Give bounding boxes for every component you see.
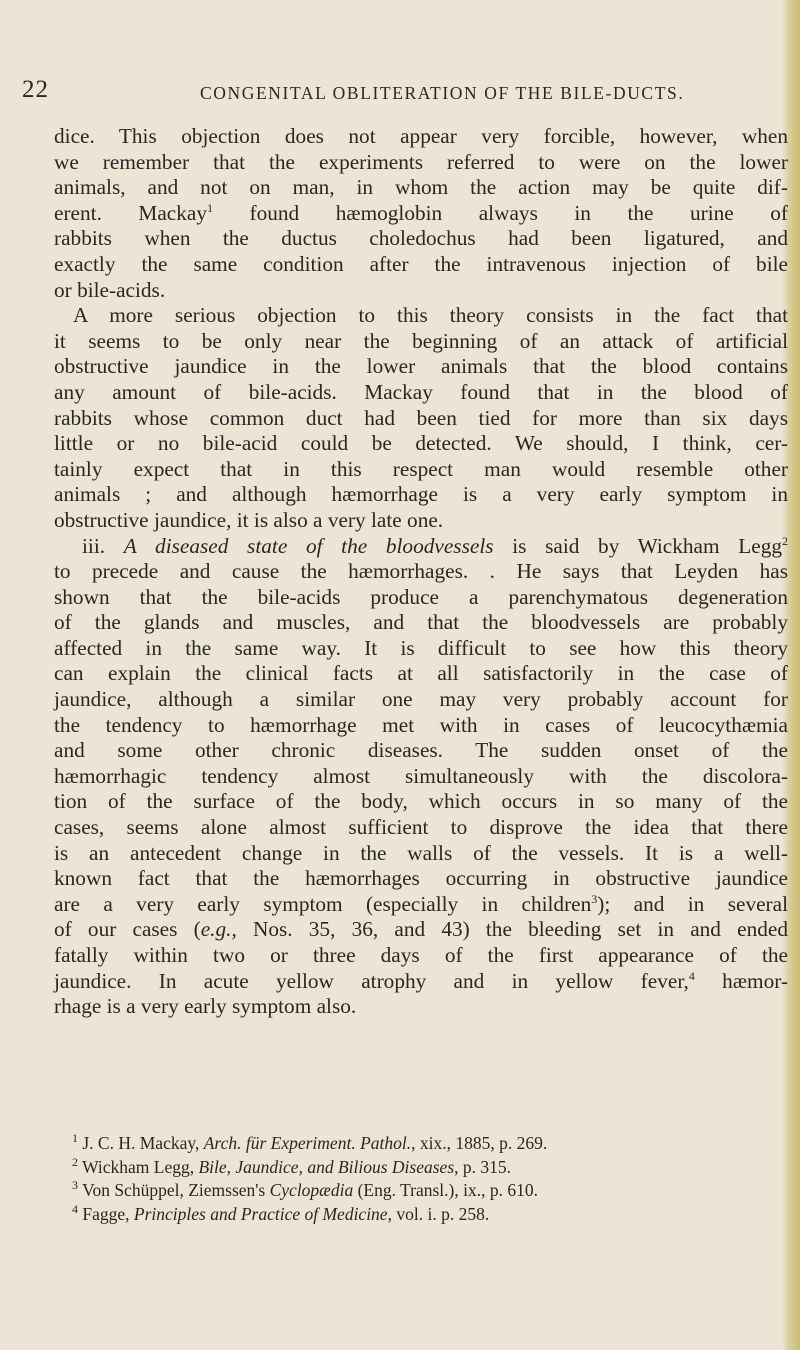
text-line: hæmorrhagic tendency almost simultaneously with the discolora- xyxy=(54,763,788,788)
running-head: CONGENITAL OBLITERATION OF THE BILE-DUCTS. xyxy=(200,83,685,103)
body-text xyxy=(54,124,788,1020)
text-line: tainly expect that in this respect man would resemble other xyxy=(54,456,788,481)
text-line: animals, and not on man, in whom the action may be quite dif- xyxy=(54,175,788,200)
footnote: $^2$ Wickham Legg, Bile, Jaundice, and Bilious Diseases, p. 315. xyxy=(72,1154,512,1177)
footnote: $^3$ Von Schüppel, Ziemssen's Cyclopædia (Eng. Transl.), ix., p. 610. xyxy=(72,1178,538,1200)
text-line: is an antecedent change in the walls of the vessels. It is a well- xyxy=(54,840,788,865)
page-header xyxy=(22,76,762,106)
footnote: $^1$ J. C. H. Mackay, Arch. für Experiment. Pathol., xix., 1885, p. 269. xyxy=(72,1131,548,1153)
text-line: we remember that the experiments referred to were on the lower xyxy=(54,149,788,174)
text-line: exactly the same condition after the intravenous injection of bile xyxy=(54,251,788,276)
text-line: affected in the same way. It is difficult to see how this theory xyxy=(54,635,788,660)
text-line: dice. This objection does not appear very forcible, however, when xyxy=(54,124,788,148)
text-line: of our cases (e.g., Nos. 35, 36, and 43) the bleeding set in and ended xyxy=(54,917,788,942)
text-line: the tendency to hæmorrhage met with in cases of leucocythæmia xyxy=(54,712,788,737)
page-number: 22 xyxy=(22,76,49,103)
footnote: $^4$ Fagge, Principles and Practice of Medicine, vol. i. p. 258. xyxy=(72,1201,490,1224)
text-line: animals ; and although hæmorrhage is a very early symptom in xyxy=(54,482,788,507)
text-line: little or no bile-acid could be detected. We should, I think, cer- xyxy=(54,431,788,456)
text-line: tion of the surface of the body, which occurs in so many of the xyxy=(54,789,788,814)
footnotes xyxy=(72,1132,772,1226)
text-line: fatally within two or three days of the first appearance of the xyxy=(54,943,788,967)
italic-heading: A diseased state of the bloodvessels xyxy=(123,533,494,558)
text-line: shown that the bile-acids produce a parenchymatous degeneration xyxy=(54,584,788,609)
text-line: and some other chronic diseases. The sudden onset of the xyxy=(54,738,788,763)
text-line: erent. Mackay$^1$ found hæmoglobin always in the urine of xyxy=(54,200,788,225)
text-line: rabbits whose common duct had been tied for more than six days xyxy=(54,405,788,430)
text-line: jaundice. In acute yellow atrophy and in yellow fever,$^4$ hæmor- xyxy=(54,968,788,993)
text-line: obstructive jaundice, it is also a very late one. xyxy=(54,507,444,532)
footnote-ref: 2 xyxy=(782,533,788,548)
text-line: obstructive jaundice in the lower animals that the blood contains xyxy=(54,354,788,379)
text-line: to precede and cause the hæmorrhages. . He says that Leyden has xyxy=(54,559,788,584)
text-line: known fact that the hæmorrhages occurring in obstructive jaundice xyxy=(54,866,788,891)
text-line: jaundice, although a similar one may very probably account for xyxy=(54,687,788,712)
italic-abbrev: e.g. xyxy=(200,917,232,942)
text-line: iii. A diseased state of the bloodvessels is said by Wickham Legg$^2$ xyxy=(82,533,788,558)
text-line: cases, seems alone almost sufficient to disprove the idea that there xyxy=(54,815,788,840)
footnote-ref: 3 xyxy=(591,891,598,906)
text-line: or bile-acids. xyxy=(54,277,166,302)
footnote-ref: 1 xyxy=(207,200,213,215)
text-line: it seems to be only near the beginning of an attack of artificial xyxy=(54,328,788,353)
footnote-ref: 4 xyxy=(688,968,695,983)
text-line: of the glands and muscles, and that the bloodvessels are probably xyxy=(54,610,788,635)
text-line: any amount of bile-acids. Mackay found that in the blood of xyxy=(54,379,788,404)
text-line: A more serious objection to this theory consists in the fact that xyxy=(73,303,788,328)
text-line: rhage is a very early symptom also. xyxy=(54,994,357,1019)
text-line: are a very early symptom (especially in children$^3$); and in several xyxy=(54,891,789,916)
text-line: rabbits when the ductus choledochus had been ligatured, and xyxy=(54,226,788,251)
text-line: can explain the clinical facts at all satisfactorily in the case of xyxy=(54,661,788,686)
